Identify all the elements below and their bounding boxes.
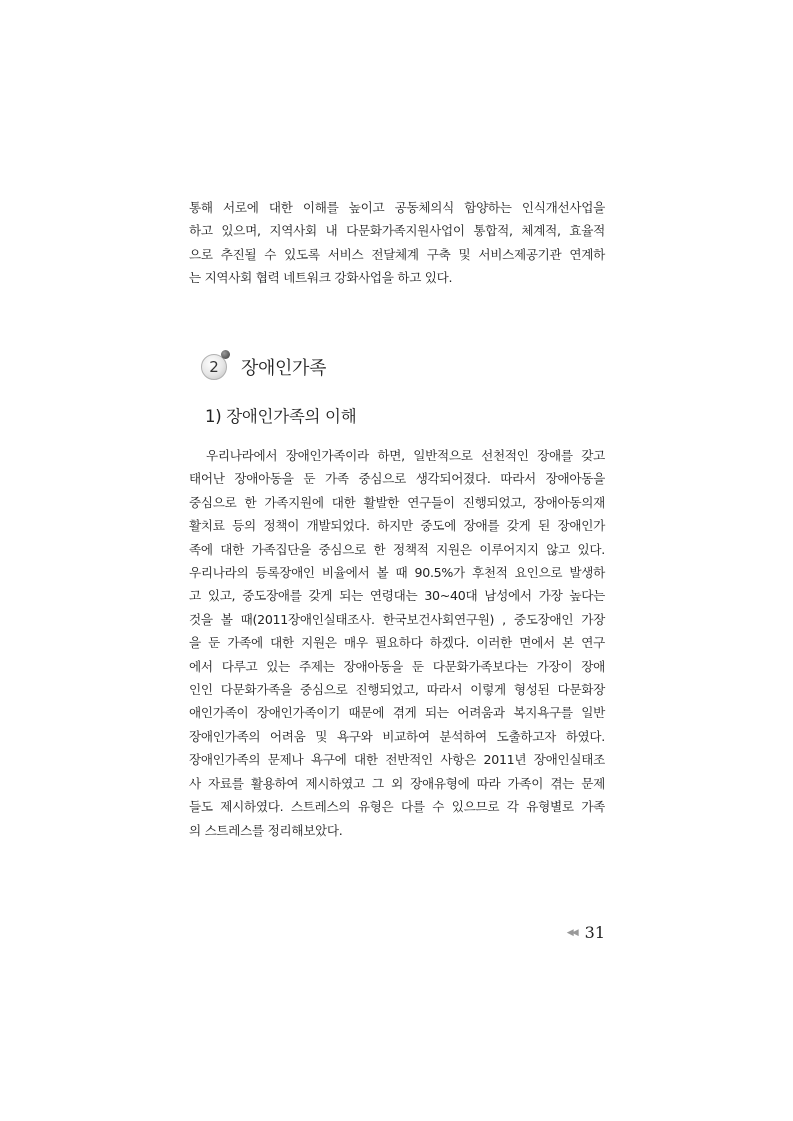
body-line: 고 있고, 중도장애를 갖게 되는 연령대는 30~40대 남성에서 가장 높다는 [189,588,605,604]
section-number: 2 [209,358,219,376]
section-number-badge [201,354,227,380]
body-line: 들도 제시하였다. 스트레스의 유형은 다를 수 있으므로 각 유형별로 가족 [189,799,605,815]
intro-paragraph [189,196,605,290]
intro-line: 으로 추진될 수 있도록 서비스 전달체계 구축 및 서비스제공기관 연계하 [189,246,605,262]
body-line: 사 자료를 활용하여 제시하였고 그 외 장애유형에 따라 가족이 겪는 문제 [189,775,605,791]
body-line: 태어난 장애아동을 둔 가족 중심으로 생각되어졌다. 따라서 장애아동을 [189,471,605,487]
body-line: 우리나라의 등록장애인 비율에서 볼 때 90.5%가 후천적 요인으로 발생하 [189,565,605,581]
body-paragraph [189,444,605,842]
body-line: 우리나라에서 장애인가족이라 하면, 일반적으로 선천적인 장애를 갖고 [189,448,605,463]
body-line: 에서 다루고 있는 주제는 장애아동을 둔 다문화가족보다는 가장이 장애 [189,658,605,674]
badge-dot-icon [221,350,230,359]
page-footer [567,923,605,942]
double-left-triangle-icon: ◀◀ [566,927,577,938]
body-line: 애인가족이 장애인가족이기 때문에 겪게 되는 어려움과 복지욕구를 일반 [189,705,605,721]
body-line: 을 둔 가족에 대한 지원은 매우 필요하다 하겠다. 이러한 면에서 본 연구 [189,635,605,651]
intro-line: 통해 서로에 대한 이해를 높이고 공동체의식 함양하는 인식개선사업을 [189,200,605,215]
body-line: 장애인가족의 문제나 욕구에 대한 전반적인 사항은 2011년 장애인실태조 [189,752,605,768]
body-line: 것을 볼 때(2011장애인실태조사. 한국보건사회연구원) , 중도장애인 가장 [189,611,605,627]
page-number: 31 [584,923,605,942]
section-heading [201,351,326,383]
body-line: 장애인가족의 어려움 및 욕구와 비교하여 분석하여 도출하고자 하였다. [189,728,605,744]
subsection-title: 1) 장애인가족의 이해 [205,407,357,426]
intro-line: 하고 있으며, 지역사회 내 다문화가족지원사업이 통합적, 체계적, 효율적 [189,223,605,239]
body-line: 중심으로 한 가족지원에 대한 활발한 연구들이 진행되었고, 장애아동의재 [189,494,605,510]
body-line: 의 스트레스를 정리해보았다. [189,822,343,838]
body-line: 활치료 등의 정책이 개발되었다. 하지만 중도에 장애를 갖게 된 장애인가 [189,518,605,534]
section-title: 장애인가족 [241,358,326,379]
intro-line: 는 지역사회 협력 네트워크 강화사업을 하고 있다. [189,270,453,286]
body-line: 인인 다문화가족을 중심으로 진행되었고, 따라서 이렇게 형성된 다문화장 [189,682,605,698]
body-line: 족에 대한 가족집단을 중심으로 한 정책적 지원은 이루어지지 않고 있다. [189,541,605,557]
